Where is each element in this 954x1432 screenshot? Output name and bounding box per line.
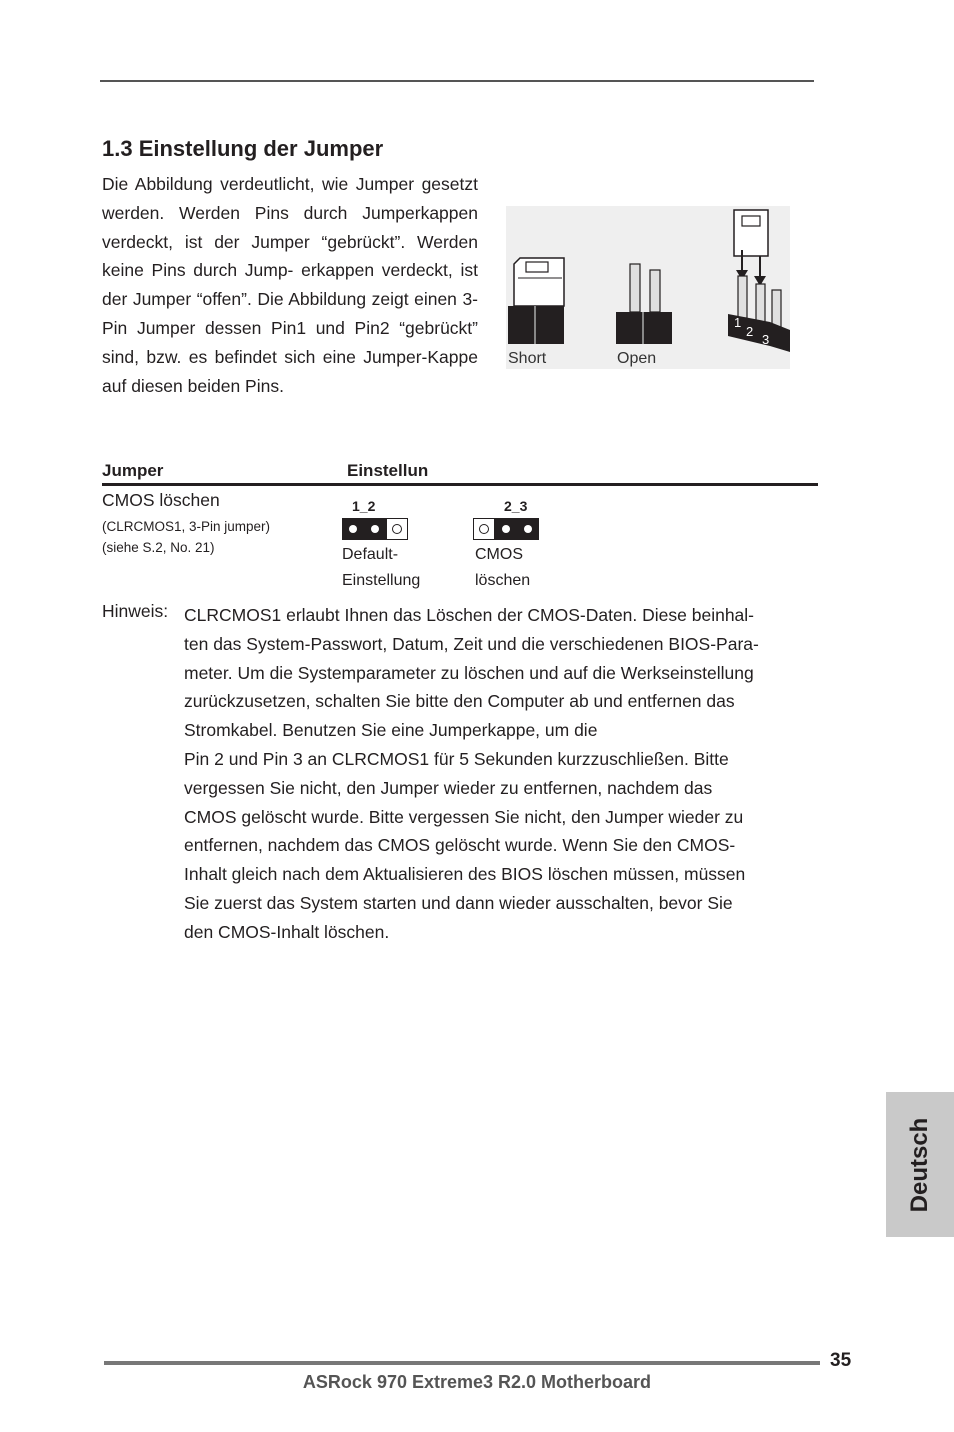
top-rule (100, 80, 814, 82)
short-label: Short (508, 350, 547, 367)
note-body (184, 601, 824, 947)
pin-open-icon (386, 518, 408, 540)
page-number: 35 (830, 1350, 852, 1371)
pin-open-icon (473, 518, 495, 540)
footer-title: ASRock 970 Extreme3 R2.0 Motherboard (302, 1372, 652, 1392)
pin-shorted-icon (342, 518, 364, 540)
section-heading: 1.3 Einstellung der Jumper (102, 136, 384, 161)
intro-line: Die Abbildung zeigt einen 3-Pin Jumper (102, 289, 478, 338)
note-line: zurückzusetzen, schalten Sie bitte den Computer ab und entfernen das (184, 691, 735, 712)
table-rule (102, 483, 818, 486)
intro-line: dessen Pin1 und Pin2 “gebrückt” sind, bzw. (102, 317, 478, 367)
note-line: Inhalt gleich nach dem Aktualisieren des BIOS löschen müssen, müssen (184, 864, 746, 885)
note-line: vergessen Sie nicht, den Jumper wieder zu entfernen, nachdem das (184, 777, 713, 798)
option-1-label: 1_2 (352, 498, 376, 514)
note-line: Stromkabel. Benutzen Sie eine Jumperkappe, um die (184, 720, 598, 741)
three-pin-jumper-icon (728, 210, 790, 352)
open-label: Open (617, 350, 657, 367)
note-line: entfernen, nachdem das CMOS gelöscht wurde. Wenn Sie den CMOS- (184, 835, 736, 856)
pin-shorted-icon (364, 518, 386, 540)
intro-paragraph (102, 170, 478, 400)
pin-number-2: 2 (746, 324, 754, 339)
intro-line: diesen beiden Pins. (131, 375, 284, 396)
intro-line: es befindet sich eine Jumper-Kappe auf (102, 346, 478, 396)
option-2-desc-2: löschen (475, 572, 531, 589)
intro-line: Jumperkappen verdeckt, ist der Jumper (102, 202, 478, 252)
note-line: CLRCMOS1 erlaubt Ihnen das Löschen der CMOS-Daten. Diese beinhal- (184, 605, 755, 625)
intro-line: erkappen verdeckt, ist der Jumper “offen”. (102, 260, 478, 310)
note-line: CMOS gelöscht wurde. Bitte vergessen Sie nicht, den Jumper wieder zu (184, 806, 744, 827)
short-jumper-icon (508, 258, 564, 344)
option-1-desc-2: Einstellung (342, 572, 421, 589)
jumper-diagram-icon (506, 206, 790, 369)
option-1-pins (342, 518, 408, 542)
option-2-label: 2_3 (504, 498, 528, 514)
note-label: Hinweis: (102, 601, 169, 621)
col-header-setting: Einstellun (347, 461, 429, 480)
pin-number-3: 3 (762, 332, 770, 347)
col-header-jumper: Jumper (102, 461, 164, 480)
intro-line: “gebrückt”. Werden keine Pins durch Jump- (102, 231, 478, 281)
option-1-desc-1: Default- (342, 546, 399, 563)
option-2-pins (473, 518, 539, 542)
jumper-name: CMOS löschen (102, 490, 220, 510)
intro-line: gesetzt werden. Werden Pins durch (102, 174, 478, 223)
language-tab (886, 1092, 954, 1237)
note-line: meter. Um die Systemparameter zu löschen und auf die Werkseinstellung (184, 662, 754, 683)
jumper-illustration (506, 206, 790, 369)
jumper-detail-1: (CLRCMOS1, 3-Pin jumper) (102, 519, 271, 534)
jumper-detail-2: (siehe S.2, No. 21) (102, 540, 215, 555)
bottom-rule (104, 1361, 820, 1365)
pin-number-1: 1 (734, 315, 742, 330)
note-line: Pin 2 und Pin 3 an CLRCMOS1 für 5 Sekunden kurzzuschließen. Bitte (184, 748, 729, 769)
pin-shorted-icon (495, 518, 517, 540)
pin-shorted-icon (517, 518, 539, 540)
language-tab-label: Deutsch (906, 1117, 933, 1212)
intro-line: Die Abbildung verdeutlicht, wie Jumper (102, 174, 415, 194)
note-line: Sie zuerst das System starten und dann wieder ausschalten, bevor Sie (184, 892, 733, 913)
note-line: den CMOS-Inhalt löschen. (184, 921, 390, 942)
open-jumper-icon (616, 264, 672, 344)
option-2-desc-1: CMOS (475, 546, 523, 563)
note-line: ten das System-Passwort, Datum, Zeit und die verschiedenen BIOS-Para- (184, 633, 759, 654)
